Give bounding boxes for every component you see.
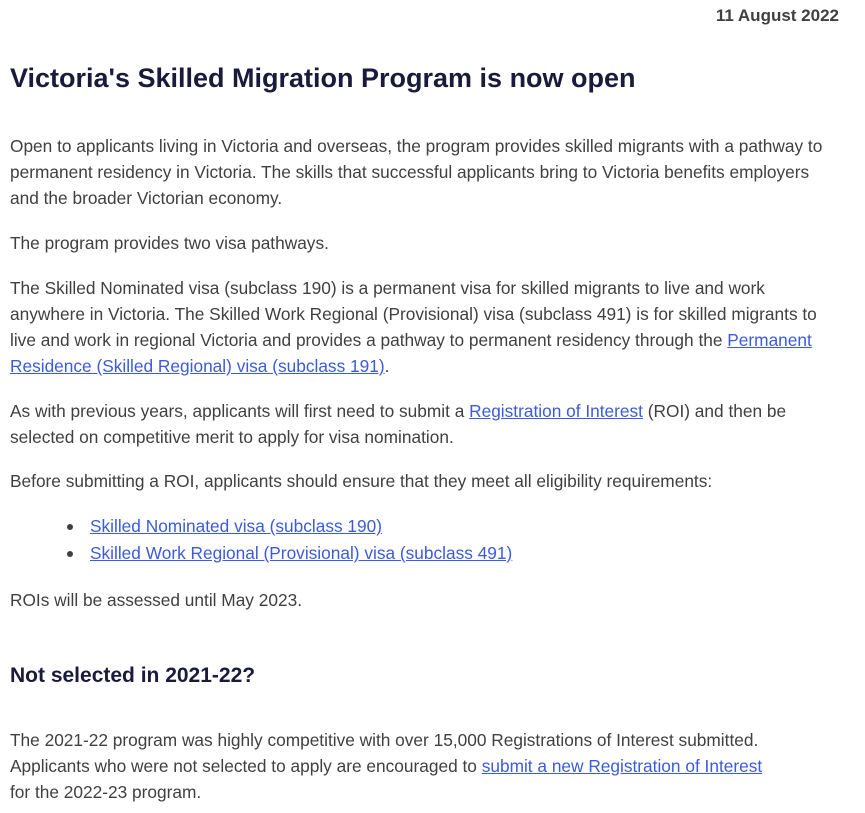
page-title: Victoria's Skilled Migration Program is now open <box>10 63 636 93</box>
roi-text-after: (ROI) and then be selected on competitive merit to apply for visa nomination. <box>10 401 787 447</box>
not-selected-paragraph <box>10 727 770 805</box>
bullet-icon <box>67 551 73 557</box>
roi-paragraph <box>10 398 840 450</box>
eligibility-list <box>10 513 512 567</box>
eligibility-paragraph: Before submitting a ROI, applicants should ensure that they meet all eligibility requirements: <box>10 471 713 491</box>
not-selected-heading: Not selected in 2021-22? <box>10 664 256 687</box>
list-item <box>90 513 512 540</box>
visa-description-paragraph <box>10 275 840 379</box>
not-selected-text-after: for the 2022-23 program. <box>10 782 202 802</box>
submit-new-roi-link[interactable]: submit a new Registration of Interest <box>481 756 763 776</box>
skilled-nominated-190-link[interactable]: Skilled Nominated visa (subclass 190) <box>90 516 382 536</box>
assessment-paragraph: ROIs will be assessed until May 2023. <box>10 590 302 610</box>
pathways-paragraph: The program provides two visa pathways. <box>10 233 329 253</box>
permanent-residence-191-link[interactable]: Permanent Residence (Skilled Regional) visa (subclass 191) <box>10 330 812 376</box>
visa-description-text: The Skilled Nominated visa (subclass 190) is a permanent visa for skilled migrants to live and work anywhere in Victoria. The Skilled Work Regional (Provisional) visa (subclass 491) is for skilled migrants to live and work in regional Victoria and provides a pathway to permanent residency through the <box>10 278 817 350</box>
registration-of-interest-link[interactable]: Registration of Interest <box>469 401 643 421</box>
intro-paragraph: Open to applicants living in Victoria and overseas, the program provides skilled migrants with a pathway to permanent residency in Victoria. The skills that successful applicants bring to Victoria benefits employers and the broader Victorian economy. <box>10 136 823 208</box>
bullet-icon <box>67 524 73 530</box>
list-item <box>90 540 512 567</box>
skilled-work-regional-491-link[interactable]: Skilled Work Regional (Provisional) visa (subclass 491) <box>90 543 513 563</box>
visa-description-end: . <box>384 356 390 376</box>
roi-text-before: As with previous years, applicants will first need to submit a <box>10 401 470 421</box>
not-selected-text-before: The 2021-22 program was highly competitive with over 15,000 Registrations of Interest submitted. Applicants who were not selected to apply are encouraged to <box>10 730 759 776</box>
publish-date: 11 August 2022 <box>715 6 839 25</box>
